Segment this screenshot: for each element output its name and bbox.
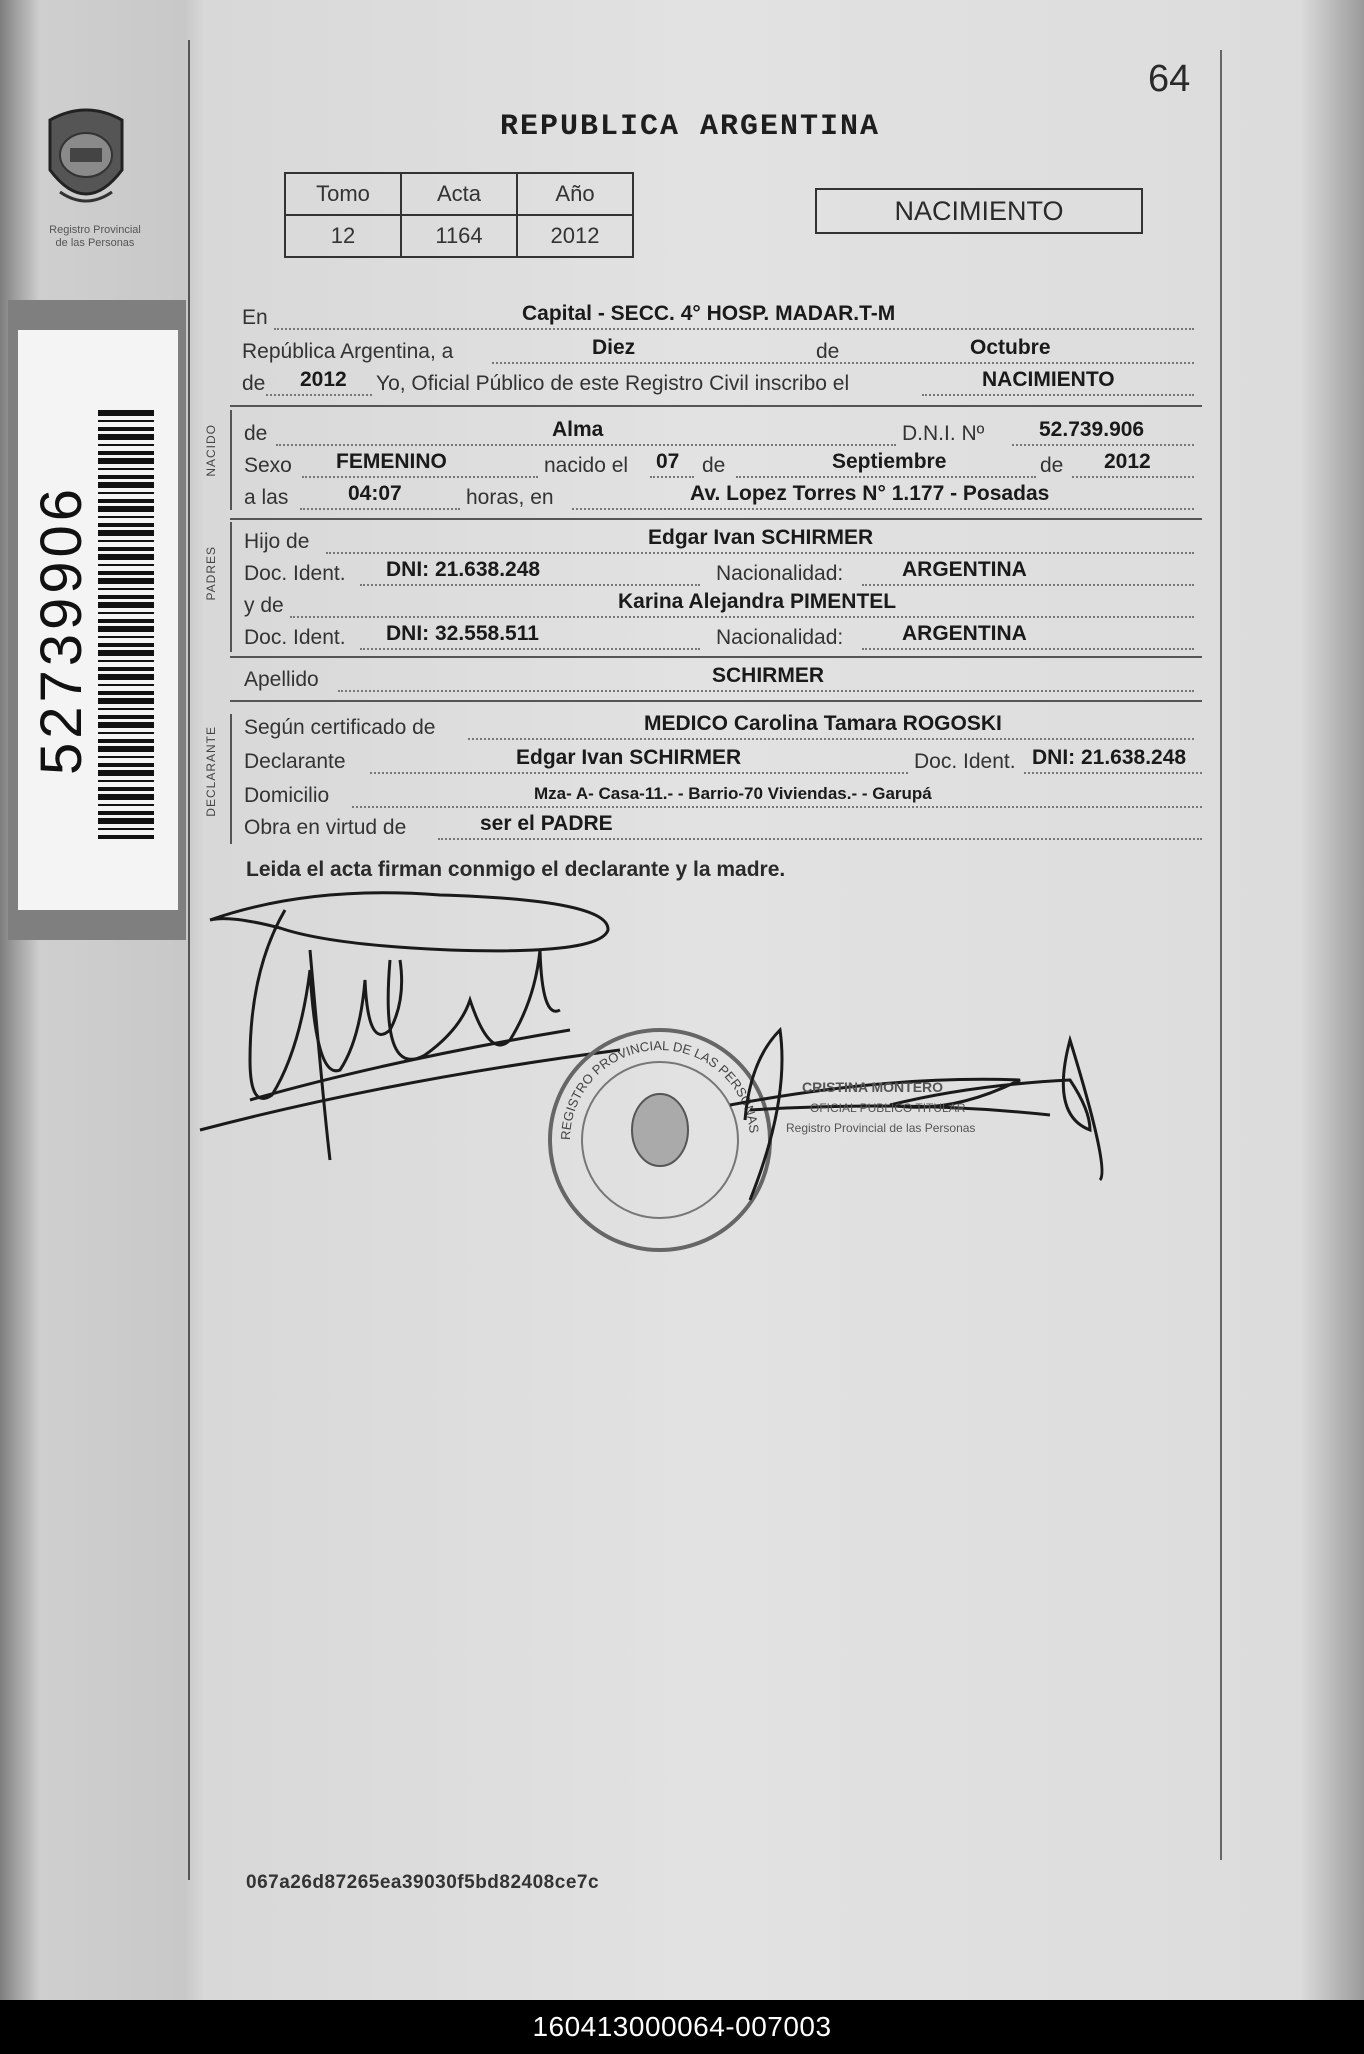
line-padre — [242, 526, 1364, 560]
official-seal — [550, 1030, 770, 1250]
line-certificado — [242, 712, 1364, 746]
page-number: 64 — [1148, 58, 1191, 100]
declarante-doc-label: Doc. Ident. — [914, 750, 1016, 773]
line-madre-doc — [242, 622, 1364, 656]
line-statement — [242, 368, 1364, 402]
mother-doc-label: Doc. Ident. — [244, 626, 346, 649]
declarante-value: Edgar Ivan SCHIRMER — [516, 746, 742, 769]
certificate-value: MEDICO Carolina Tamara ROGOSKI — [644, 712, 1002, 735]
mother-doc: DNI: 32.558.511 — [386, 622, 539, 645]
domicilio-value: Mza- A- Casa-11.- - Barrio-70 Viviendas.- - Garupá — [534, 784, 932, 803]
yde-label: y de — [244, 594, 284, 617]
year-label: de — [242, 372, 266, 395]
tomo-value: 12 — [285, 215, 401, 257]
event-value: NACIMIENTO — [982, 368, 1115, 391]
child-dni: 52.739.906 — [1039, 418, 1145, 441]
seal-text: REGISTRO PROVINCIAL DE LAS PERSONAS — [557, 1037, 762, 1141]
nacido-el-label: nacido el — [544, 454, 629, 477]
registry-emblem-icon — [40, 100, 132, 218]
mother-nac-label: Nacionalidad: — [716, 626, 844, 649]
padres-section-label: PADRES — [204, 546, 218, 601]
birth-day: 07 — [656, 450, 680, 473]
father-nationality: ARGENTINA — [902, 558, 1027, 581]
line-padre-doc — [242, 558, 1364, 592]
obra-value: ser el PADRE — [480, 812, 613, 835]
barcode-number: 52739906 — [29, 484, 94, 776]
birth-place: Av. Lopez Torres N° 1.177 - Posadas — [690, 482, 1050, 505]
hash-code: 067a26d87265ea39030f5bd82408ce7c — [246, 1872, 600, 1893]
line-declarante — [242, 746, 1364, 780]
acta-value: 1164 — [401, 215, 517, 257]
line-nacido-name — [242, 418, 1364, 452]
de2-label: de — [1040, 454, 1064, 477]
nacido-de-label: de — [244, 422, 268, 445]
father-name: Edgar Ivan SCHIRMER — [648, 526, 874, 549]
hora-label: a las — [244, 486, 289, 509]
line-domicilio — [242, 780, 1364, 814]
mother-nationality: ARGENTINA — [902, 622, 1027, 645]
official-title: OFICIAL PUBLICO TITULAR — [810, 1101, 966, 1115]
line-apellido — [242, 664, 1364, 698]
father-nac-label: Nacionalidad: — [716, 562, 844, 585]
day-value: Diez — [592, 336, 636, 359]
statement-text: Yo, Oficial Público de este Registro Civil inscribo el — [376, 372, 850, 395]
record-reference-table — [284, 172, 634, 258]
sexo-value: FEMENINO — [336, 450, 447, 473]
signatures-and-seal — [190, 880, 1130, 1330]
declarant-signature — [200, 893, 620, 1160]
ano-header: Año — [517, 173, 633, 215]
apellido-value: SCHIRMER — [712, 664, 825, 687]
obra-label: Obra en virtud de — [244, 816, 407, 839]
republica-label: República Argentina, a — [242, 340, 454, 363]
month-value: Octubre — [970, 336, 1051, 359]
mother-name: Karina Alejandra PIMENTEL — [618, 590, 897, 613]
place-value: Capital - SECC. 4° HOSP. MADAR.T-M — [522, 302, 896, 325]
scan-id: 160413000064-007003 — [0, 2000, 1364, 2054]
year-value: 2012 — [300, 368, 347, 391]
father-doc: DNI: 21.638.248 — [386, 558, 541, 581]
official-signature — [730, 1030, 1102, 1200]
barcode — [98, 410, 154, 840]
line-nacido-hora — [242, 482, 1364, 516]
horas-label: horas, en — [466, 486, 554, 509]
record-type-box: NACIMIENTO — [815, 188, 1143, 234]
dni-label: D.N.I. Nº — [902, 422, 985, 445]
nacido-section-label: NACIDO — [204, 424, 218, 477]
child-name: Alma — [552, 418, 604, 441]
declarante-doc: DNI: 21.638.248 — [1032, 746, 1187, 769]
agency-name: Registro Provincial de las Personas — [49, 224, 141, 249]
tomo-header: Tomo — [285, 173, 401, 215]
birth-time: 04:07 — [348, 482, 402, 505]
cert-label: Según certificado de — [244, 716, 436, 739]
birth-month: Septiembre — [832, 450, 947, 473]
birth-year: 2012 — [1104, 450, 1151, 473]
line-madre — [242, 590, 1364, 624]
ano-value: 2012 — [517, 215, 633, 257]
official-name: CRISTINA MONTERO — [802, 1079, 944, 1095]
line-en — [242, 302, 1364, 336]
de-label: de — [816, 340, 840, 363]
declarante-section-label: DECLARANTE — [204, 726, 218, 817]
line-republica — [242, 336, 1364, 370]
domicilio-label: Domicilio — [244, 784, 330, 807]
hijo-label: Hijo de — [244, 530, 310, 553]
closing-statement: Leida el acta firman conmigo el declarante y la madre. — [246, 858, 786, 881]
document-title: REPUBLICA ARGENTINA — [500, 110, 881, 144]
en-label: En — [242, 306, 268, 329]
line-obra — [242, 812, 1364, 846]
line-nacido-sexo — [242, 450, 1364, 484]
father-doc-label: Doc. Ident. — [244, 562, 346, 585]
de1-label: de — [702, 454, 726, 477]
sexo-label: Sexo — [244, 454, 292, 477]
official-agency: Registro Provincial de las Personas — [786, 1121, 976, 1135]
declarante-label: Declarante — [244, 750, 346, 773]
acta-header: Acta — [401, 173, 517, 215]
apellido-label: Apellido — [244, 668, 319, 691]
